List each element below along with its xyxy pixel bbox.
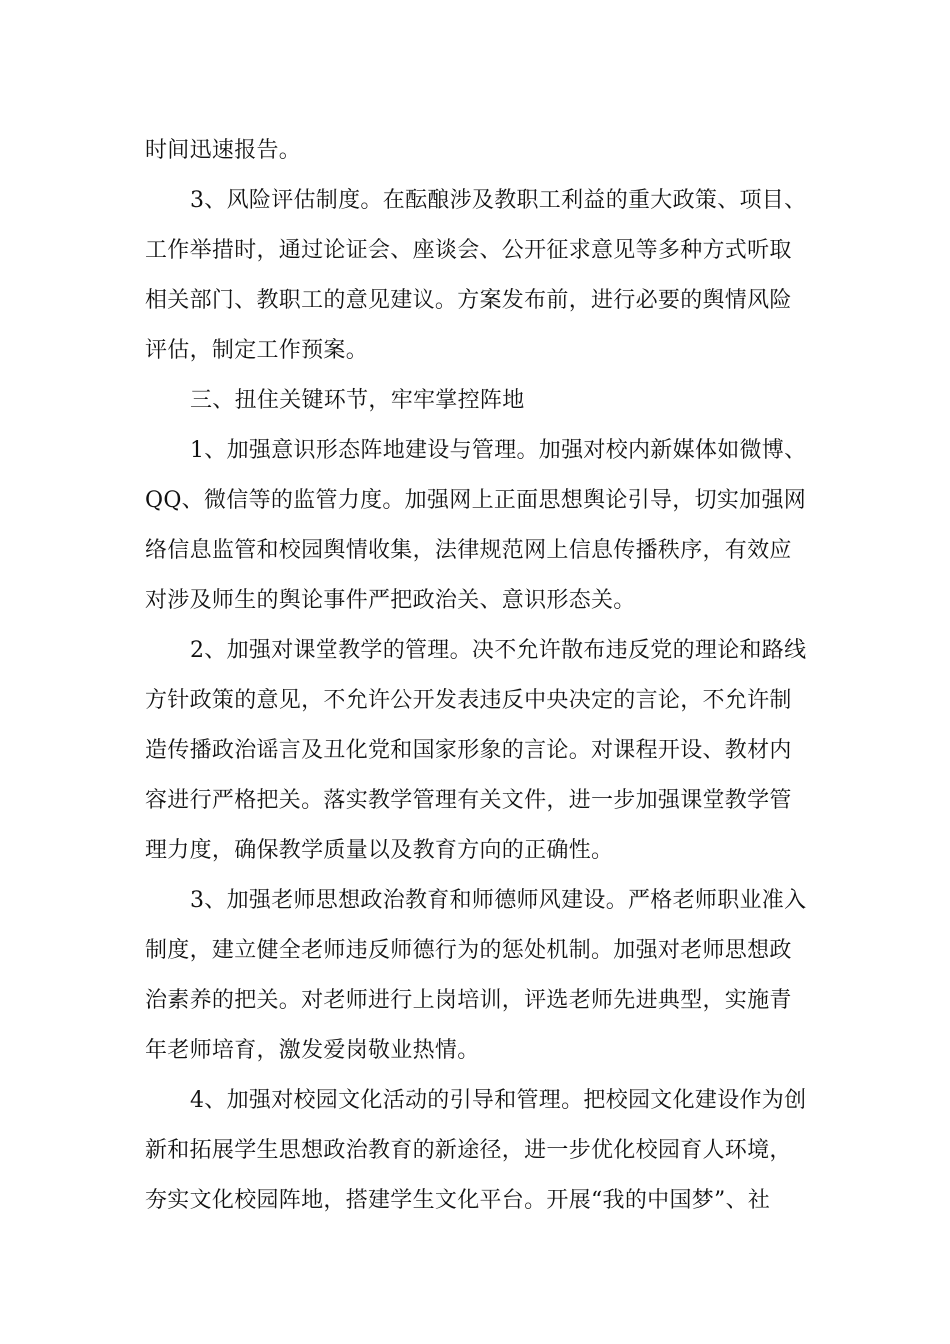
text-line: 评估，制定工作预案。: [145, 338, 369, 363]
paragraph-first-line: 4、加强对校园文化活动的引导和管理。把校园文化建设作为创: [190, 1088, 807, 1113]
paragraph-first-line: 2、加强对课堂教学的管理。决不允许散布违反党的理论和路线: [190, 638, 807, 663]
paragraph-first-line: 3、风险评估制度。在酝酿涉及教职工利益的重大政策、项目、: [190, 188, 807, 213]
text-line: 造传播政治谣言及丑化党和国家形象的言论。对课程开设、教材内: [145, 738, 792, 763]
text-line: 容进行严格把关。落实教学管理有关文件，进一步加强课堂教学管: [145, 788, 792, 813]
text-line: 夯实文化校园阵地，搭建学生文化平台。开展“我的中国梦”、社: [145, 1188, 771, 1213]
text-line: 新和拓展学生思想政治教育的新途径，进一步优化校园育人环境，: [145, 1138, 792, 1163]
section-heading: 三、扭住关键环节，牢牢掌控阵地: [190, 388, 525, 413]
text-line: 时间迅速报告。: [145, 138, 302, 163]
text-line: 理力度，确保教学质量以及教育方向的正确性。: [145, 838, 614, 863]
text-line: 方针政策的意见，不允许公开发表违反中央决定的言论，不允许制: [145, 688, 792, 713]
text-line: 络信息监管和校园舆情收集，法律规范网上信息传播秩序，有效应: [145, 538, 792, 563]
text-line: 制度，建立健全老师违反师德行为的惩处机制。加强对老师思想政: [145, 938, 792, 963]
text-line: 相关部门、教职工的意见建议。方案发布前，进行必要的舆情风险: [145, 288, 792, 313]
text-line: 年老师培育，激发爱岗敬业热情。: [145, 1038, 480, 1063]
text-line: 对涉及师生的舆论事件严把政治关、意识形态关。: [145, 588, 636, 613]
text-line: 治素养的把关。对老师进行上岗培训，评选老师先进典型，实施青: [145, 988, 792, 1013]
text-line: 工作举措时，通过论证会、座谈会、公开征求意见等多种方式听取: [145, 238, 792, 263]
paragraph-first-line: 3、加强老师思想政治教育和师德师风建设。严格老师职业准入: [190, 888, 807, 913]
text-line: QQ、微信等的监管力度。加强网上正面思想舆论引导，切实加强网: [145, 488, 807, 513]
paragraph-first-line: 1、加强意识形态阵地建设与管理。加强对校内新媒体如微博、: [190, 438, 807, 463]
